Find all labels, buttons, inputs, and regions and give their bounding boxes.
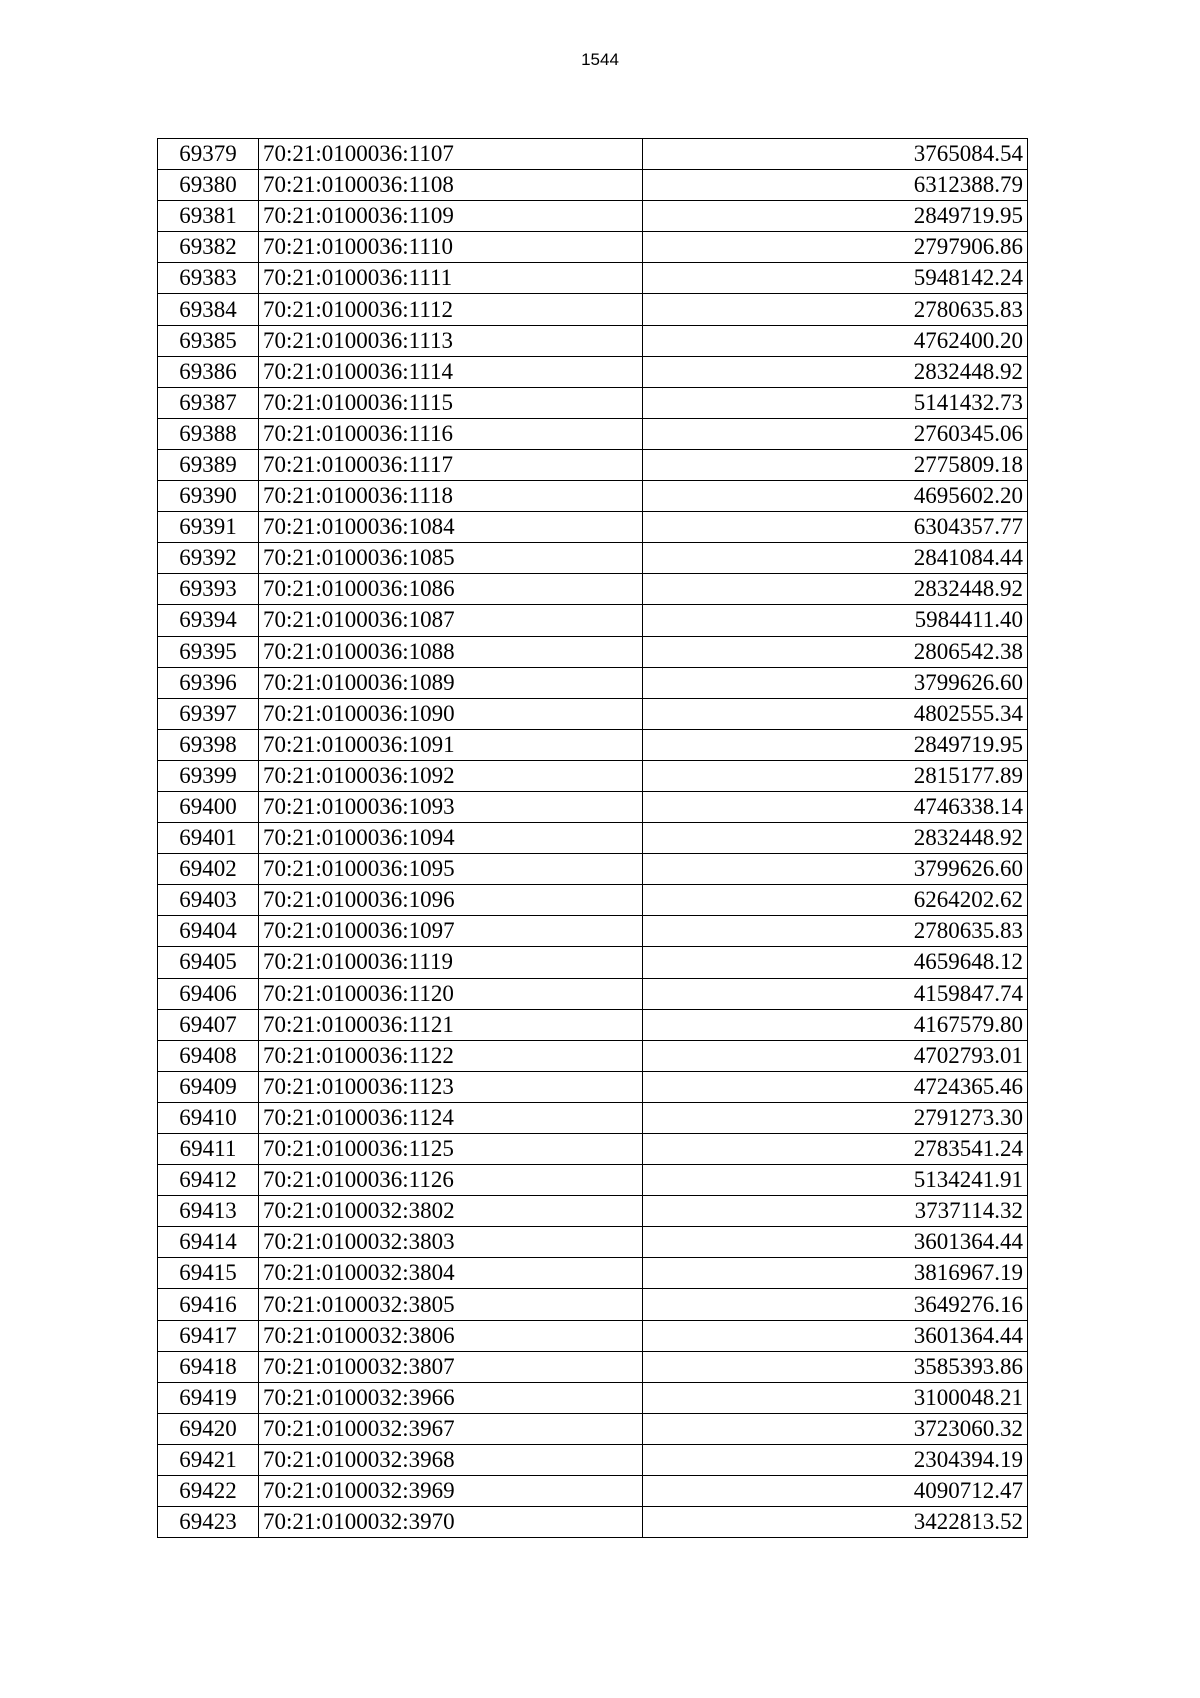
cadastral-value-cell: 3601364.44 — [643, 1227, 1028, 1258]
row-number-cell: 69383 — [158, 263, 259, 294]
table-row — [158, 325, 1028, 356]
cadastral-number-cell: 70:21:0100036:1088 — [259, 636, 643, 667]
cadastral-value-cell: 4802555.34 — [643, 698, 1028, 729]
cadastral-value-cell: 5984411.40 — [643, 605, 1028, 636]
cadastral-value-cell: 2797906.86 — [643, 232, 1028, 263]
cadastral-number-cell: 70:21:0100036:1115 — [259, 387, 643, 418]
cadastral-number-cell: 70:21:0100036:1118 — [259, 481, 643, 512]
table-row — [158, 201, 1028, 232]
row-number-cell: 69380 — [158, 170, 259, 201]
cadastral-number-cell: 70:21:0100032:3967 — [259, 1413, 643, 1444]
table-row — [158, 823, 1028, 854]
table-row — [158, 729, 1028, 760]
table-row — [158, 1196, 1028, 1227]
table-row — [158, 1351, 1028, 1382]
cadastral-number-cell: 70:21:0100036:1114 — [259, 356, 643, 387]
cadastral-number-cell: 70:21:0100032:3970 — [259, 1507, 643, 1538]
cadastral-number-cell: 70:21:0100036:1086 — [259, 574, 643, 605]
row-number-cell: 69400 — [158, 791, 259, 822]
cadastral-number-cell: 70:21:0100036:1117 — [259, 449, 643, 480]
row-number-cell: 69387 — [158, 387, 259, 418]
cadastral-value-cell: 3422813.52 — [643, 1507, 1028, 1538]
cadastral-number-cell: 70:21:0100036:1113 — [259, 325, 643, 356]
cadastral-number-cell: 70:21:0100036:1119 — [259, 947, 643, 978]
row-number-cell: 69392 — [158, 543, 259, 574]
table-row — [158, 294, 1028, 325]
row-number-cell: 69420 — [158, 1413, 259, 1444]
row-number-cell: 69385 — [158, 325, 259, 356]
cadastral-number-cell: 70:21:0100032:3968 — [259, 1444, 643, 1475]
cadastral-value-cell: 2832448.92 — [643, 574, 1028, 605]
cadastral-number-cell: 70:21:0100032:3966 — [259, 1382, 643, 1413]
cadastral-number-cell: 70:21:0100036:1091 — [259, 729, 643, 760]
table-row — [158, 1165, 1028, 1196]
row-number-cell: 69394 — [158, 605, 259, 636]
table-row — [158, 1227, 1028, 1258]
cadastral-value-cell: 2832448.92 — [643, 356, 1028, 387]
table-row — [158, 1413, 1028, 1444]
row-number-cell: 69404 — [158, 916, 259, 947]
row-number-cell: 69418 — [158, 1351, 259, 1382]
table-row — [158, 698, 1028, 729]
cadastral-value-cell: 4159847.74 — [643, 978, 1028, 1009]
cadastral-number-cell: 70:21:0100036:1110 — [259, 232, 643, 263]
table-row — [158, 1444, 1028, 1475]
row-number-cell: 69389 — [158, 449, 259, 480]
table-row — [158, 139, 1028, 170]
cadastral-value-cell: 3799626.60 — [643, 854, 1028, 885]
cadastral-number-cell: 70:21:0100032:3804 — [259, 1258, 643, 1289]
table-row — [158, 1382, 1028, 1413]
row-number-cell: 69415 — [158, 1258, 259, 1289]
row-number-cell: 69397 — [158, 698, 259, 729]
table-row — [158, 418, 1028, 449]
table-row — [158, 1476, 1028, 1507]
row-number-cell: 69411 — [158, 1134, 259, 1165]
row-number-cell: 69409 — [158, 1071, 259, 1102]
row-number-cell: 69391 — [158, 512, 259, 543]
table-body — [158, 139, 1028, 1538]
cadastral-value-cell: 2791273.30 — [643, 1102, 1028, 1133]
cadastral-number-cell: 70:21:0100036:1084 — [259, 512, 643, 543]
table-row — [158, 263, 1028, 294]
cadastral-number-cell: 70:21:0100036:1124 — [259, 1102, 643, 1133]
cadastral-value-cell: 3100048.21 — [643, 1382, 1028, 1413]
cadastral-value-cell: 2783541.24 — [643, 1134, 1028, 1165]
row-number-cell: 69414 — [158, 1227, 259, 1258]
cadastral-value-cell: 4695602.20 — [643, 481, 1028, 512]
cadastral-number-cell: 70:21:0100036:1096 — [259, 885, 643, 916]
row-number-cell: 69379 — [158, 139, 259, 170]
cadastral-value-cell: 2841084.44 — [643, 543, 1028, 574]
cadastral-number-cell: 70:21:0100036:1093 — [259, 791, 643, 822]
row-number-cell: 69413 — [158, 1196, 259, 1227]
cadastral-value-cell: 4724365.46 — [643, 1071, 1028, 1102]
cadastral-number-cell: 70:21:0100032:3969 — [259, 1476, 643, 1507]
cadastral-value-cell: 2849719.95 — [643, 729, 1028, 760]
cadastral-value-cell: 2780635.83 — [643, 916, 1028, 947]
cadastral-number-cell: 70:21:0100036:1087 — [259, 605, 643, 636]
row-number-cell: 69388 — [158, 418, 259, 449]
cadastral-value-cell: 3649276.16 — [643, 1289, 1028, 1320]
row-number-cell: 69384 — [158, 294, 259, 325]
table-row — [158, 170, 1028, 201]
row-number-cell: 69382 — [158, 232, 259, 263]
table-row — [158, 543, 1028, 574]
table-row — [158, 667, 1028, 698]
cadastral-value-table — [157, 138, 1028, 1538]
cadastral-number-cell: 70:21:0100036:1085 — [259, 543, 643, 574]
row-number-cell: 69419 — [158, 1382, 259, 1413]
row-number-cell: 69410 — [158, 1102, 259, 1133]
cadastral-number-cell: 70:21:0100032:3807 — [259, 1351, 643, 1382]
cadastral-number-cell: 70:21:0100036:1095 — [259, 854, 643, 885]
cadastral-value-cell: 2815177.89 — [643, 760, 1028, 791]
cadastral-value-cell: 3737114.32 — [643, 1196, 1028, 1227]
cadastral-value-cell: 3765084.54 — [643, 139, 1028, 170]
row-number-cell: 69390 — [158, 481, 259, 512]
cadastral-value-cell: 2832448.92 — [643, 823, 1028, 854]
row-number-cell: 69422 — [158, 1476, 259, 1507]
cadastral-number-cell: 70:21:0100036:1097 — [259, 916, 643, 947]
cadastral-value-cell: 5948142.24 — [643, 263, 1028, 294]
row-number-cell: 69423 — [158, 1507, 259, 1538]
cadastral-value-cell: 4090712.47 — [643, 1476, 1028, 1507]
cadastral-number-cell: 70:21:0100036:1089 — [259, 667, 643, 698]
row-number-cell: 69393 — [158, 574, 259, 605]
table-row — [158, 1320, 1028, 1351]
cadastral-value-cell: 5134241.91 — [643, 1165, 1028, 1196]
row-number-cell: 69401 — [158, 823, 259, 854]
table-row — [158, 947, 1028, 978]
cadastral-value-cell: 2806542.38 — [643, 636, 1028, 667]
cadastral-number-cell: 70:21:0100036:1108 — [259, 170, 643, 201]
cadastral-value-cell: 3601364.44 — [643, 1320, 1028, 1351]
row-number-cell: 69395 — [158, 636, 259, 667]
cadastral-number-cell: 70:21:0100036:1125 — [259, 1134, 643, 1165]
row-number-cell: 69412 — [158, 1165, 259, 1196]
row-number-cell: 69403 — [158, 885, 259, 916]
cadastral-number-cell: 70:21:0100036:1107 — [259, 139, 643, 170]
row-number-cell: 69406 — [158, 978, 259, 1009]
table-row — [158, 1071, 1028, 1102]
row-number-cell: 69381 — [158, 201, 259, 232]
cadastral-value-cell: 6304357.77 — [643, 512, 1028, 543]
row-number-cell: 69398 — [158, 729, 259, 760]
cadastral-number-cell: 70:21:0100036:1092 — [259, 760, 643, 791]
cadastral-value-cell: 2780635.83 — [643, 294, 1028, 325]
table-row — [158, 512, 1028, 543]
page-number: 1544 — [581, 50, 619, 69]
cadastral-value-cell: 4659648.12 — [643, 947, 1028, 978]
cadastral-value-cell: 2760345.06 — [643, 418, 1028, 449]
table-row — [158, 916, 1028, 947]
row-number-cell: 69396 — [158, 667, 259, 698]
cadastral-number-cell: 70:21:0100032:3805 — [259, 1289, 643, 1320]
cadastral-number-cell: 70:21:0100036:1112 — [259, 294, 643, 325]
row-number-cell: 69402 — [158, 854, 259, 885]
cadastral-value-cell: 3585393.86 — [643, 1351, 1028, 1382]
table-row — [158, 1507, 1028, 1538]
cadastral-value-cell: 2304394.19 — [643, 1444, 1028, 1475]
table-row — [158, 978, 1028, 1009]
table-row — [158, 387, 1028, 418]
table-row — [158, 356, 1028, 387]
row-number-cell: 69416 — [158, 1289, 259, 1320]
cadastral-number-cell: 70:21:0100036:1111 — [259, 263, 643, 294]
cadastral-number-cell: 70:21:0100032:3803 — [259, 1227, 643, 1258]
table-row — [158, 1040, 1028, 1071]
table-row — [158, 760, 1028, 791]
cadastral-number-cell: 70:21:0100036:1123 — [259, 1071, 643, 1102]
cadastral-value-cell: 2849719.95 — [643, 201, 1028, 232]
row-number-cell: 69386 — [158, 356, 259, 387]
table-row — [158, 1009, 1028, 1040]
cadastral-value-cell: 3816967.19 — [643, 1258, 1028, 1289]
row-number-cell: 69408 — [158, 1040, 259, 1071]
cadastral-number-cell: 70:21:0100032:3806 — [259, 1320, 643, 1351]
cadastral-number-cell: 70:21:0100036:1090 — [259, 698, 643, 729]
table-row — [158, 481, 1028, 512]
cadastral-value-cell: 2775809.18 — [643, 449, 1028, 480]
cadastral-number-cell: 70:21:0100036:1120 — [259, 978, 643, 1009]
table-row — [158, 1289, 1028, 1320]
cadastral-number-cell: 70:21:0100036:1121 — [259, 1009, 643, 1040]
cadastral-number-cell: 70:21:0100036:1126 — [259, 1165, 643, 1196]
table-row — [158, 1102, 1028, 1133]
table-row — [158, 574, 1028, 605]
cadastral-value-cell: 5141432.73 — [643, 387, 1028, 418]
table-row — [158, 449, 1028, 480]
table-row — [158, 232, 1028, 263]
table-row — [158, 1134, 1028, 1165]
cadastral-value-cell: 3723060.32 — [643, 1413, 1028, 1444]
table-row — [158, 1258, 1028, 1289]
table-row — [158, 636, 1028, 667]
row-number-cell: 69417 — [158, 1320, 259, 1351]
cadastral-value-cell: 6264202.62 — [643, 885, 1028, 916]
cadastral-value-cell: 4702793.01 — [643, 1040, 1028, 1071]
row-number-cell: 69407 — [158, 1009, 259, 1040]
row-number-cell: 69399 — [158, 760, 259, 791]
cadastral-value-cell: 4762400.20 — [643, 325, 1028, 356]
cadastral-value-cell: 3799626.60 — [643, 667, 1028, 698]
cadastral-value-cell: 4167579.80 — [643, 1009, 1028, 1040]
table-row — [158, 791, 1028, 822]
table-row — [158, 885, 1028, 916]
cadastral-number-cell: 70:21:0100036:1094 — [259, 823, 643, 854]
row-number-cell: 69421 — [158, 1444, 259, 1475]
cadastral-number-cell: 70:21:0100036:1116 — [259, 418, 643, 449]
cadastral-number-cell: 70:21:0100036:1122 — [259, 1040, 643, 1071]
cadastral-value-cell: 4746338.14 — [643, 791, 1028, 822]
cadastral-value-cell: 6312388.79 — [643, 170, 1028, 201]
row-number-cell: 69405 — [158, 947, 259, 978]
cadastral-number-cell: 70:21:0100036:1109 — [259, 201, 643, 232]
table-row — [158, 854, 1028, 885]
table-row — [158, 605, 1028, 636]
cadastral-number-cell: 70:21:0100032:3802 — [259, 1196, 643, 1227]
